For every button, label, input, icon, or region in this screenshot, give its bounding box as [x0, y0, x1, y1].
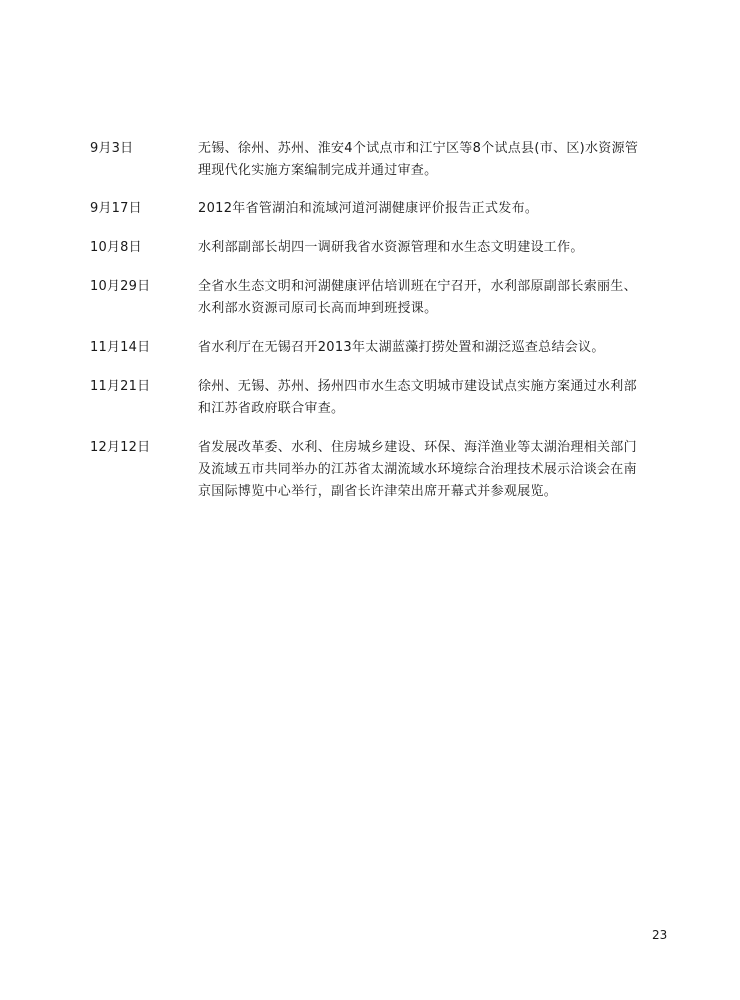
entry-text-line: 省发展改革委、水利、住房城乡建设、环保、海洋渔业等太湖治理相关部门 — [198, 440, 637, 455]
entry-text — [198, 276, 650, 320]
entry-date: 9月17日 — [90, 201, 142, 216]
chronology-entry — [90, 198, 650, 220]
entry-text-line: 和江苏省政府联合审查。 — [198, 401, 345, 416]
entry-text-line: 全省水生态文明和河湖健康评估培训班在宁召开，水利部原副部长索丽生、 — [198, 279, 637, 294]
chronology-entry — [90, 437, 650, 503]
chronology-entry — [90, 376, 650, 420]
chronology-entry — [90, 276, 650, 320]
entry-text-line: 理现代化实施方案编制完成并通过审查。 — [198, 163, 438, 178]
chronology-entry — [90, 138, 650, 182]
entry-date: 10月29日 — [90, 279, 151, 294]
page-number: 23 — [652, 928, 668, 942]
entry-text — [198, 337, 650, 359]
entry-text-line: 及流域五市共同举办的江苏省太湖流域水环境综合治理技术展示洽谈会在南 — [198, 462, 637, 477]
chronology-entry — [90, 337, 650, 359]
entry-text-line: 水利部水资源司原司长高而坤到班授课。 — [198, 301, 438, 316]
entry-text — [198, 376, 650, 420]
entry-text-line: 省水利厅在无锡召开2013年太湖蓝藻打捞处置和湖泛巡查总结会议。 — [198, 340, 605, 355]
entry-date: 10月8日 — [90, 240, 142, 255]
entry-text — [198, 237, 650, 259]
entry-text-line: 水利部副部长胡四一调研我省水资源管理和水生态文明建设工作。 — [198, 240, 584, 255]
entry-text — [198, 198, 650, 220]
chronology-list — [90, 138, 650, 503]
entry-text-line: 无锡、徐州、苏州、淮安4个试点市和江宁区等8个试点县(市、区)水资源管 — [198, 141, 639, 156]
entry-text — [198, 437, 650, 503]
entry-text-line: 徐州、无锡、苏州、扬州四市水生态文明城市建设试点实施方案通过水利部 — [198, 379, 637, 394]
entry-date: 12月12日 — [90, 440, 151, 455]
entry-date: 9月3日 — [90, 141, 134, 156]
entry-text — [198, 138, 650, 182]
entry-text-line: 2012年省管湖泊和流域河道河湖健康评价报告正式发布。 — [198, 201, 539, 216]
chronology-entry — [90, 237, 650, 259]
entry-text-line: 京国际博览中心举行，副省长许津荣出席开幕式并参观展览。 — [198, 484, 558, 499]
entry-date: 11月14日 — [90, 340, 151, 355]
entry-date: 11月21日 — [90, 379, 151, 394]
